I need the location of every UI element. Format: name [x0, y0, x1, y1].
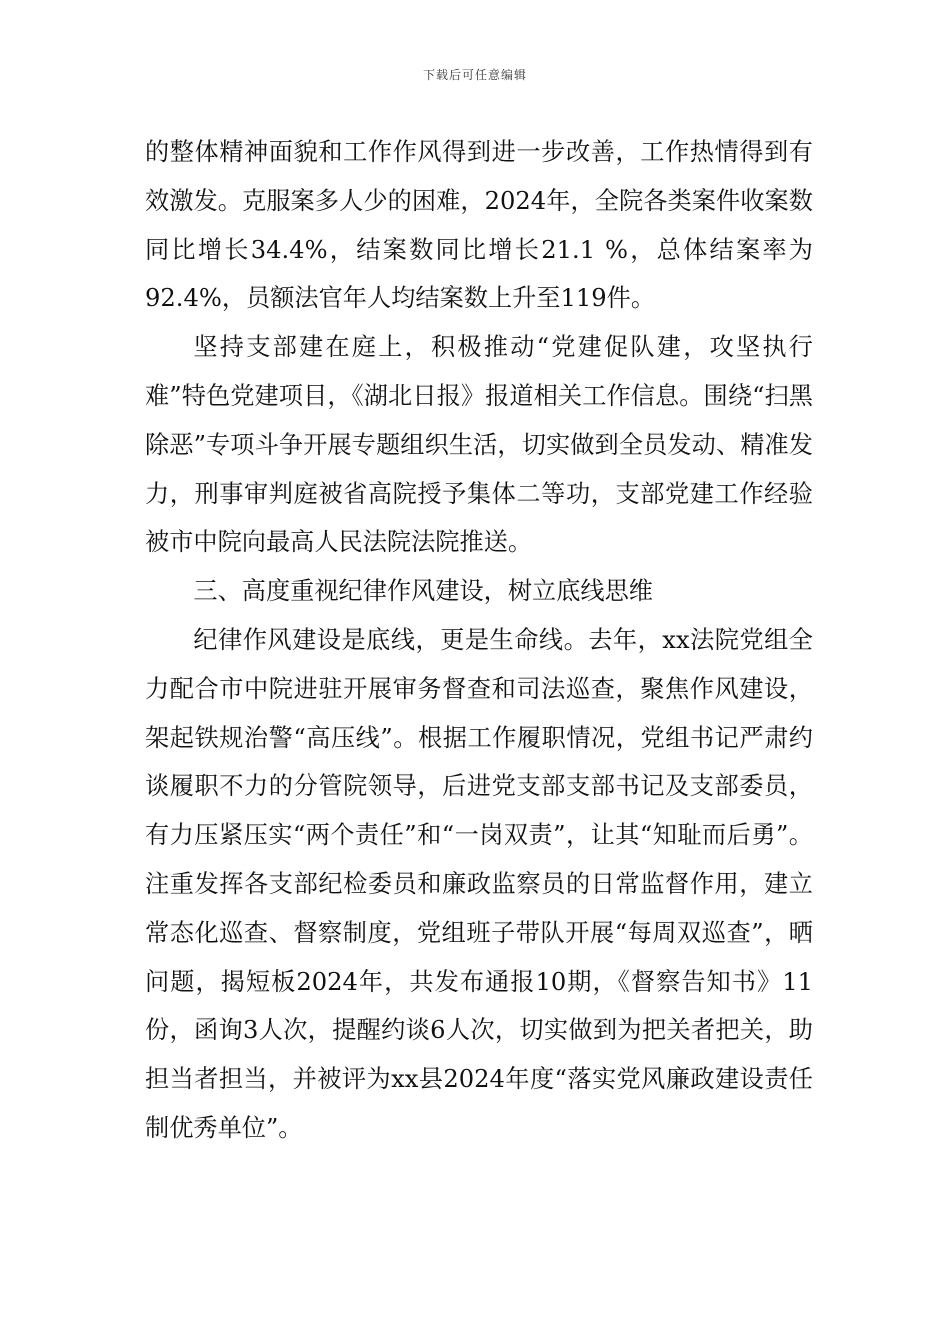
- section-heading-discipline: 三、高度重视纪律作风建设，树立底线思维: [193, 577, 653, 606]
- document-body: [145, 128, 813, 1153]
- paragraph-party-building: 坚持支部建在庭上，积极推动“党建促队建，攻坚执行难”特色党建项目，《湖北日报》报道相关工作信息。围绕“扫黑除恶”专项斗争开展专题组织生活，切实做到全员发动、精准发力，刑事审判庭被省高院授予集体二等功，支部党建工作经验被市中院向最高人民法院法院推送。: [145, 333, 813, 557]
- paragraph-continuation: 的整体精神面貌和工作作风得到进一步改善，工作热情得到有效激发。克服案多人少的困难，2024年，全院各类案件收案数同比增长34.4%，结案数同比增长21.1 %，总体结案率为92.4%，员额法官年人均结案数上升至119件。: [145, 138, 813, 313]
- paragraph-discipline: 纪律作风建设是底线，更是生命线。去年，xx法院党组全力配合市中院进驻开展审务督查和司法巡查，聚焦作风建设，架起铁规治警“高压线”。根据工作履职情况，党组书记严肃约谈履职不力的分管院领导，后进党支部支部书记及支部委员，有力压紧压实“两个责任”和“一岗双责”，让其“知耻而后勇”。注重发挥各支部纪检委员和廉政监察员的日常监督作用，建立常态化巡查、督察制度，党组班子带队开展“每周双巡查”，晒问题，揭短板2024年，共发布通报10期，《督察告知书》11份，函询3人次，提醒约谈6人次，切实做到为把关者把关，助担当者担当，并被评为xx县2024年度“落实党风廉政建设责任制优秀单位”。: [145, 625, 813, 1142]
- page-header-note: 下载后可任意编辑: [422, 68, 527, 82]
